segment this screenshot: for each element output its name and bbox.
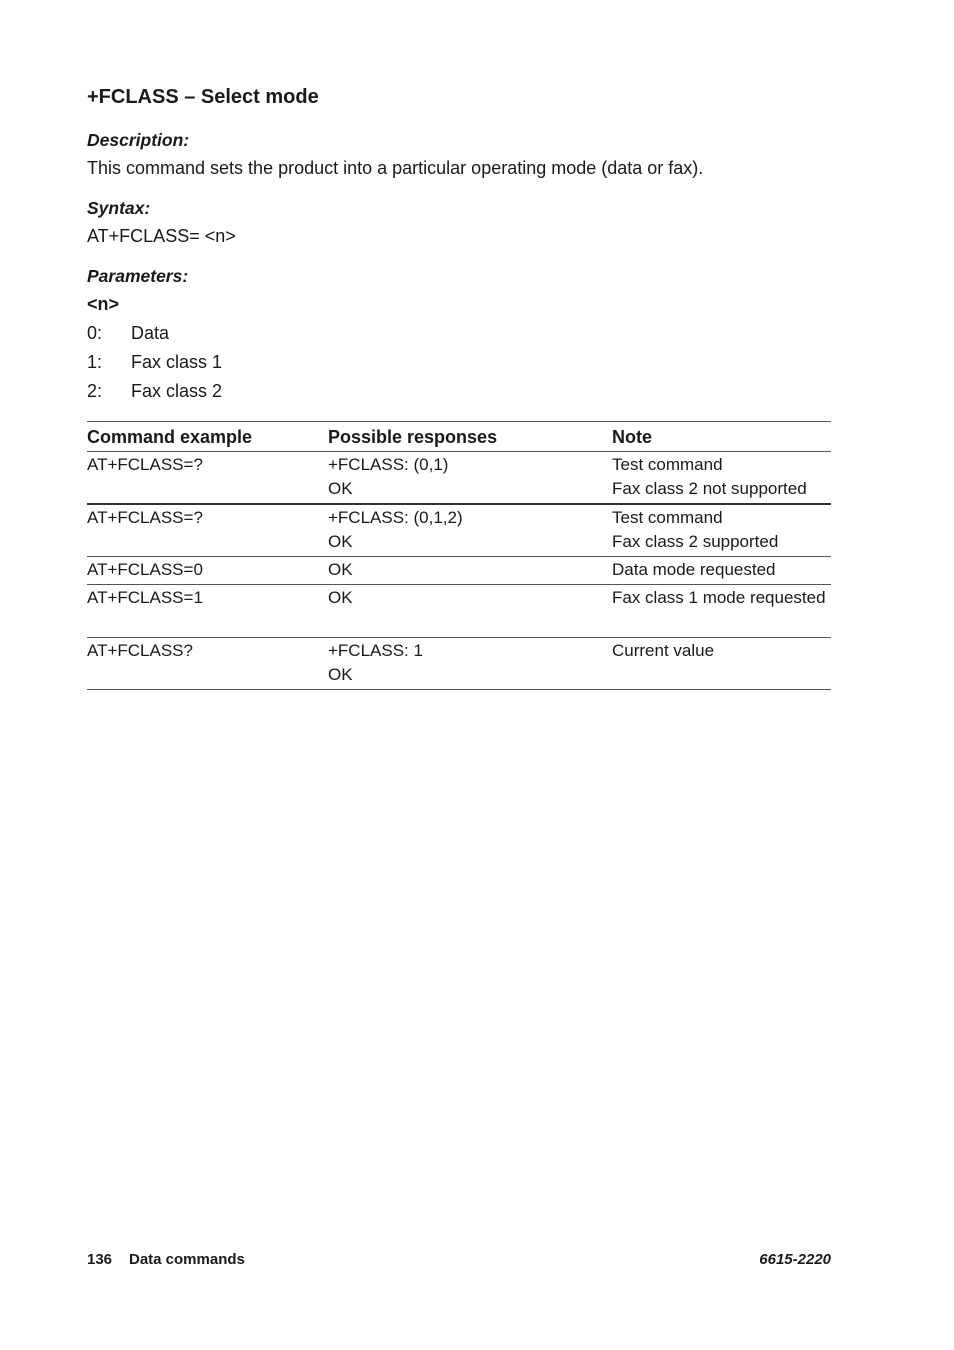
syntax-text: AT+FCLASS= <n> [87,226,236,246]
table-row [87,585,831,638]
parameter-option [87,322,169,344]
command-cell: AT+FCLASS=0 [87,557,328,585]
document-number: 6615-2220 [759,1251,831,1268]
table-row [87,452,831,505]
column-header-responses: Possible responses [328,422,612,452]
parameter-name: <n> [87,294,120,314]
page-number: 136 [87,1251,113,1268]
note-cell: Data mode requested [612,557,831,585]
command-cell: AT+FCLASS=? [87,504,328,557]
parameters-label: Parameters: [87,266,189,286]
column-header-note: Note [612,422,831,452]
section-name: Data commands [129,1251,245,1268]
table-header-row [87,422,831,452]
note-cell: Current value [612,638,831,690]
command-cell: AT+FCLASS=1 [87,585,328,638]
page-footer [87,1250,831,1270]
option-key: 0: [87,323,103,343]
note-cell: Test command Fax class 2 supported [612,504,831,557]
page-title: +FCLASS – Select mode [87,86,319,108]
description-label: Description: [87,130,190,150]
response-cell: OK [328,585,612,638]
column-header-command: Command example [87,422,328,452]
option-value: Fax class 1 [131,352,223,372]
table-row [87,638,831,690]
command-cell: AT+FCLASS=? [87,452,328,505]
syntax-label: Syntax: [87,198,151,218]
description-text: This command sets the product into a particular operating mode (data or fax). [87,158,704,178]
option-key: 1: [87,352,103,372]
command-cell: AT+FCLASS? [87,638,328,690]
parameter-option [87,351,222,373]
option-key: 2: [87,381,103,401]
response-cell: +FCLASS: (0,1,2) OK [328,504,612,557]
note-cell: Fax class 1 mode requested [612,585,831,638]
option-value: Data [131,323,170,343]
response-cell: OK [328,557,612,585]
table-row [87,557,831,585]
response-cell: +FCLASS: (0,1) OK [328,452,612,505]
table-row [87,504,831,557]
parameter-option [87,380,222,402]
note-cell: Test command Fax class 2 not supported [612,452,831,505]
command-table [87,421,831,690]
response-cell: +FCLASS: 1 OK [328,638,612,690]
option-value: Fax class 2 [131,381,223,401]
